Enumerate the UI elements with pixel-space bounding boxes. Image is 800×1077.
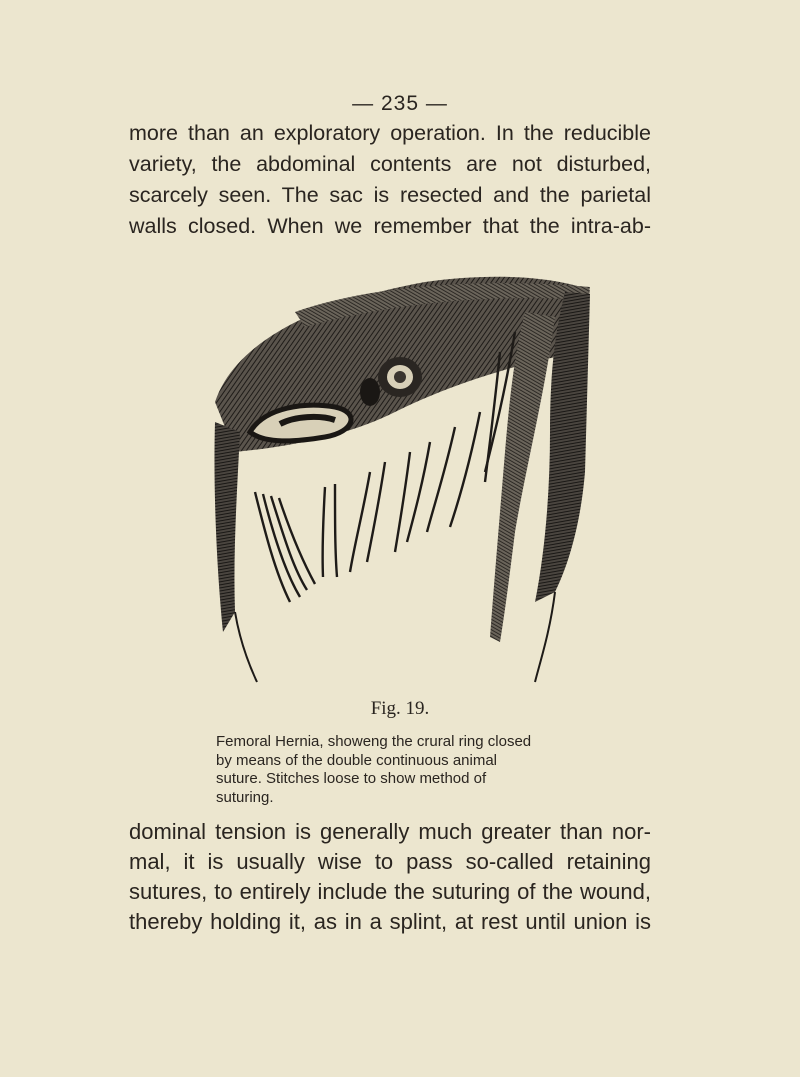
text-line: thereby holding it, as in a splint, at rest until union is xyxy=(129,909,651,934)
figure-caption xyxy=(216,733,596,807)
figure-label: Fig. 19. xyxy=(370,698,430,719)
caption-line: by means of the double continuous animal xyxy=(216,751,498,769)
text-line: mal, it is usually wise to pass so-called retaining xyxy=(129,849,651,874)
text-line: variety, the abdominal contents are not disturbed, xyxy=(129,152,651,176)
caption-line: Femoral Hernia, showeng the crural ring closed xyxy=(216,733,532,750)
text-line: sutures, to entirely include the suturing of the wound, xyxy=(129,879,651,904)
caption-line: suturing. xyxy=(216,788,274,806)
text-line: scarcely seen. The sac is resected and the parietal xyxy=(129,183,651,207)
body-paragraph-bottom xyxy=(129,817,651,937)
text-line: more than an exploratory operation. In the reducible xyxy=(129,121,651,145)
caption-line: suture. Stitches loose to show method of xyxy=(216,770,487,787)
text-line: walls closed. When we remember that the intra-ab- xyxy=(129,214,651,238)
page-number: — 235 — xyxy=(352,92,448,115)
text-line: dominal tension is generally much greater than nor- xyxy=(129,819,651,844)
body-paragraph-top xyxy=(129,118,651,242)
anatomical-illustration xyxy=(195,272,605,692)
